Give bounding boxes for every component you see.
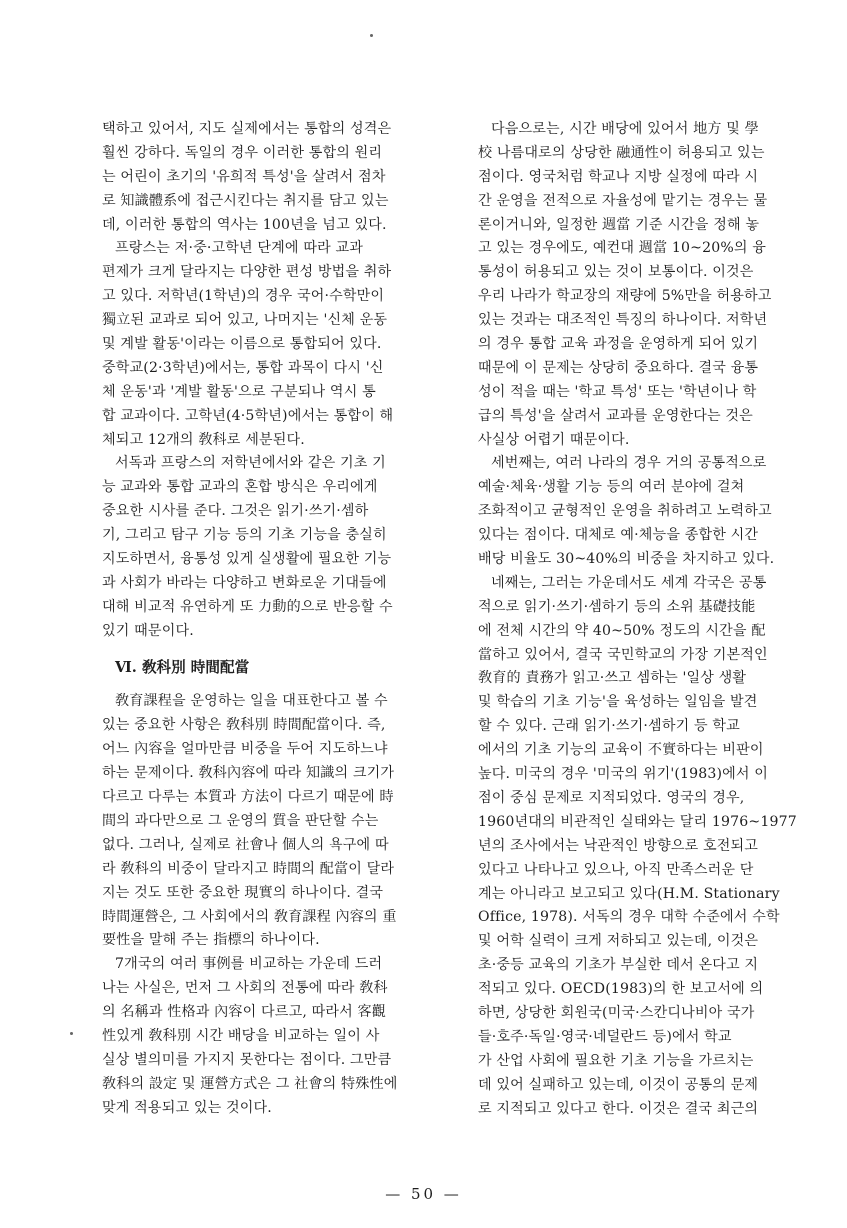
text-line: 간 운영을 전적으로 자율성에 맡기는 경우는 물 bbox=[478, 192, 768, 209]
text-line: 에서의 기초 기능의 교육이 不實하다는 비판이 bbox=[478, 742, 764, 759]
text-line: 들·호주·독일·영국·네덜란드 등)에서 학교 bbox=[478, 1028, 732, 1045]
text-line: 나는 사실은, 먼저 그 사회의 전통에 따라 敎科 bbox=[102, 980, 388, 997]
text-line: 敎育的 責務가 읽고·쓰고 셈하는 '일상 생활 bbox=[478, 670, 747, 687]
text-line: 높다. 미국의 경우 '미국의 위기'(1983)에서 이 bbox=[478, 766, 769, 783]
section-heading: Ⅵ. 敎科別 時間配當 bbox=[115, 658, 250, 676]
right-paragraph-2 bbox=[478, 452, 824, 571]
text-line: 중요한 시사를 준다. 그것은 읽기·쓰기·셈하 bbox=[102, 503, 369, 520]
left-paragraph-3 bbox=[102, 452, 448, 643]
right-column bbox=[478, 118, 824, 1121]
text-line: 지도하면서, 융통성 있게 실생활에 필요한 기능 bbox=[102, 551, 392, 568]
left-paragraph-4 bbox=[102, 690, 448, 953]
right-paragraph-1 bbox=[478, 118, 824, 452]
text-line: 기, 그리고 탐구 기능 등의 기초 기능을 충실히 bbox=[102, 527, 387, 544]
left-paragraph-1 bbox=[102, 118, 448, 237]
text-line: 없다. 그러나, 실제로 社會나 個人의 욕구에 따 bbox=[102, 836, 389, 853]
text-line: 時間運營은, 그 사회에서의 敎育課程 內容의 重 bbox=[102, 908, 397, 925]
text-line: 에 전체 시간의 약 40~50% 정도의 시간을 配 bbox=[478, 622, 766, 639]
text-line: 當하고 있어서, 결국 국민학교의 가장 기본적인 bbox=[478, 646, 768, 663]
text-line: 네째는, 그러는 가운데서도 세계 각국은 공통 bbox=[491, 574, 767, 591]
text-line: 체되고 12개의 敎科로 세분된다. bbox=[102, 431, 305, 448]
text-line: 7개국의 여러 事例를 비교하는 가운데 드러 bbox=[115, 956, 383, 973]
text-line: 편제가 크게 달라지는 다양한 편성 방법을 취하 bbox=[102, 264, 392, 281]
text-line: 프랑스는 저·중·고학년 단계에 따라 교과 bbox=[115, 240, 364, 257]
text-line: 는 어린이 초기의 '유희적 특성'을 살려서 점차 bbox=[102, 168, 386, 185]
text-line: 과 사회가 바라는 다양하고 변화로운 기대들에 bbox=[102, 574, 387, 591]
text-line: 및 계발 활동'이라는 이름으로 통합되어 있다. bbox=[102, 336, 382, 353]
text-line: 급의 특성'을 살려서 교과를 운영한다는 것은 bbox=[478, 407, 753, 424]
text-line: 년의 조사에서는 낙관적인 방향으로 호전되고 bbox=[478, 837, 759, 854]
text-line: 의 경우 통합 교육 과정을 운영하게 되어 있기 bbox=[478, 336, 759, 353]
text-line: 要性을 말해 주는 指標의 하나이다. bbox=[102, 932, 320, 949]
text-line: Office, 1978). 서독의 경우 대학 수준에서 수학 bbox=[478, 909, 780, 926]
text-line: 있기 때문이다. bbox=[102, 622, 194, 639]
text-line: 라 敎科의 비중이 달라지고 時間의 配當이 달라 bbox=[102, 860, 395, 877]
text-line: 중학교(2·3학년)에서는, 통합 과목이 다시 '신 bbox=[102, 359, 384, 376]
scan-speck bbox=[370, 34, 373, 37]
text-line: 의 名稱과 性格과 內容이 다르고, 따라서 客觀 bbox=[102, 1004, 387, 1021]
text-line: 체 운동'과 '계발 활동'으로 구분되나 역시 통 bbox=[102, 383, 376, 400]
text-line: 성이 적을 때는 '학교 특성' 또는 '학년이나 학 bbox=[478, 383, 757, 400]
text-line: 데, 이러한 통합의 역사는 100년을 넘고 있다. bbox=[102, 216, 387, 233]
text-line: 및 학습의 기초 기능'을 육성하는 일임을 발견 bbox=[478, 694, 758, 711]
text-line: 있는 것과는 대조적인 특징의 하나이다. 저학년 bbox=[478, 312, 768, 329]
text-line: 지는 것도 또한 중요한 現實의 하나이다. 결국 bbox=[102, 884, 384, 901]
text-line: 서독과 프랑스의 저학년에서와 같은 기초 기 bbox=[115, 455, 386, 472]
text-line: 있다고 나타나고 있으나, 아직 만족스러운 단 bbox=[478, 861, 754, 878]
text-line: 있는 중요한 사항은 敎科別 時間配當이다. 즉, bbox=[102, 717, 386, 734]
text-line: 사실상 어렵기 때문이다. bbox=[478, 431, 630, 448]
text-line: 합 교과이다. 고학년(4·5학년)에서는 통합이 해 bbox=[102, 407, 394, 424]
text-line: 때문에 이 문제는 상당히 중요하다. 결국 융통 bbox=[478, 359, 759, 376]
text-line: 택하고 있어서, 지도 실제에서는 통합의 성격은 bbox=[102, 121, 392, 137]
text-line: 배당 비율도 30~40%의 비중을 차지하고 있다. bbox=[478, 551, 775, 568]
text-line: 間의 과다만으로 그 운영의 質을 판단할 수는 bbox=[102, 812, 379, 829]
text-line: 할 수 있다. 근래 읽기·쓰기·셈하기 등 학교 bbox=[478, 718, 740, 735]
text-line: 점이다. 영국처럼 학교나 지방 실정에 따라 시 bbox=[478, 168, 759, 185]
text-line: 대해 비교적 유연하게 또 力動的으로 반응할 수 bbox=[102, 598, 393, 615]
text-line: 실상 별의미를 가지지 못한다는 점이다. 그만큼 bbox=[102, 1051, 392, 1068]
text-line: 가 산업 사회에 필요한 기초 기능을 가르치는 bbox=[478, 1052, 754, 1069]
text-line: 조화적이고 균형적인 운영을 취하려고 노력하고 bbox=[478, 503, 772, 520]
text-line: 데 있어 실패하고 있는데, 이것이 공통의 문제 bbox=[478, 1076, 759, 1093]
left-paragraph-5 bbox=[102, 953, 448, 1120]
text-line: 다르고 다루는 本質과 方法이 다르기 때문에 時 bbox=[102, 789, 394, 806]
text-line: 敎育課程을 운영하는 일을 대표한다고 볼 수 bbox=[115, 693, 388, 710]
text-line: 어느 內容을 얼마만큼 비중을 두어 지도하느냐 bbox=[102, 741, 388, 758]
text-line: 예술·체육·생활 기능 등의 여러 분야에 걸쳐 bbox=[478, 479, 745, 496]
text-line: 적되고 있다. OECD(1983)의 한 보고서에 의 bbox=[478, 981, 764, 998]
text-line: 하면, 상당한 회원국(미국·스칸디나비아 국가 bbox=[478, 1004, 755, 1021]
text-line: 통성이 허용되고 있는 것이 보통이다. 이것은 bbox=[478, 264, 754, 281]
text-line: 다음으로는, 시간 배당에 있어서 地方 및 學 bbox=[491, 121, 759, 137]
text-line: 맞게 적용되고 있는 것이다. bbox=[102, 1099, 272, 1116]
text-line: 고 있다. 저학년(1학년)의 경우 국어·수학만이 bbox=[102, 288, 385, 305]
text-line: 계는 아니라고 보고되고 있다(H.M. Stationary bbox=[478, 885, 780, 902]
text-line: 있다는 점이다. 대체로 예·체능을 종합한 시간 bbox=[478, 527, 759, 544]
text-line: 세번째는, 여러 나라의 경우 거의 공통적으로 bbox=[491, 455, 767, 472]
text-line: 性있게 敎科別 시간 배당을 비교하는 일이 사 bbox=[102, 1027, 380, 1044]
text-line: 敎科의 設定 및 運營方式은 그 社會의 特殊性에 bbox=[102, 1075, 398, 1092]
text-line: 능 교과와 통합 교과의 혼합 방식은 우리에게 bbox=[102, 479, 378, 496]
text-line: 로 知識體系에 접근시킨다는 취지를 담고 있는 bbox=[102, 192, 389, 209]
text-line: 하는 문제이다. 敎科內容에 따라 知識의 크기가 bbox=[102, 765, 395, 782]
page-number: — 50 — bbox=[385, 1185, 462, 1203]
text-line: 점이 중심 문제로 지적되었다. 영국의 경우, bbox=[478, 789, 745, 806]
left-column bbox=[102, 118, 448, 1121]
text-line: 고 있는 경우에도, 예컨대 週當 10~20%의 융 bbox=[478, 240, 767, 257]
text-line: 로 지적되고 있다고 한다. 이것은 결국 최근의 bbox=[478, 1100, 759, 1117]
left-paragraph-2 bbox=[102, 237, 448, 452]
text-line: 우리 나라가 학교장의 재량에 5%만을 허용하고 bbox=[478, 288, 772, 305]
text-line: 1960년대의 비관적인 실태와는 달리 1976~1977 bbox=[478, 813, 797, 830]
text-line: 초·중등 교육의 기초가 부실한 데서 온다고 지 bbox=[478, 957, 759, 974]
text-line: 론이거니와, 일정한 週當 기준 시간을 정해 놓 bbox=[478, 216, 760, 233]
text-line: 훨씬 강하다. 독일의 경우 이러한 통합의 원리 bbox=[102, 144, 383, 161]
text-line: 校 나름대로의 상당한 融通性이 허용되고 있는 bbox=[478, 144, 765, 161]
text-line: 적으로 읽기·쓰기·셈하기 등의 소위 基礎技能 bbox=[478, 598, 756, 615]
right-paragraph-3 bbox=[478, 572, 824, 1121]
text-line: 및 어학 실력이 크게 저하되고 있는데, 이것은 bbox=[478, 933, 759, 950]
scan-speck bbox=[70, 1032, 73, 1035]
text-line: 獨立된 교과로 되어 있고, 나머지는 '신체 운동 bbox=[102, 312, 388, 329]
